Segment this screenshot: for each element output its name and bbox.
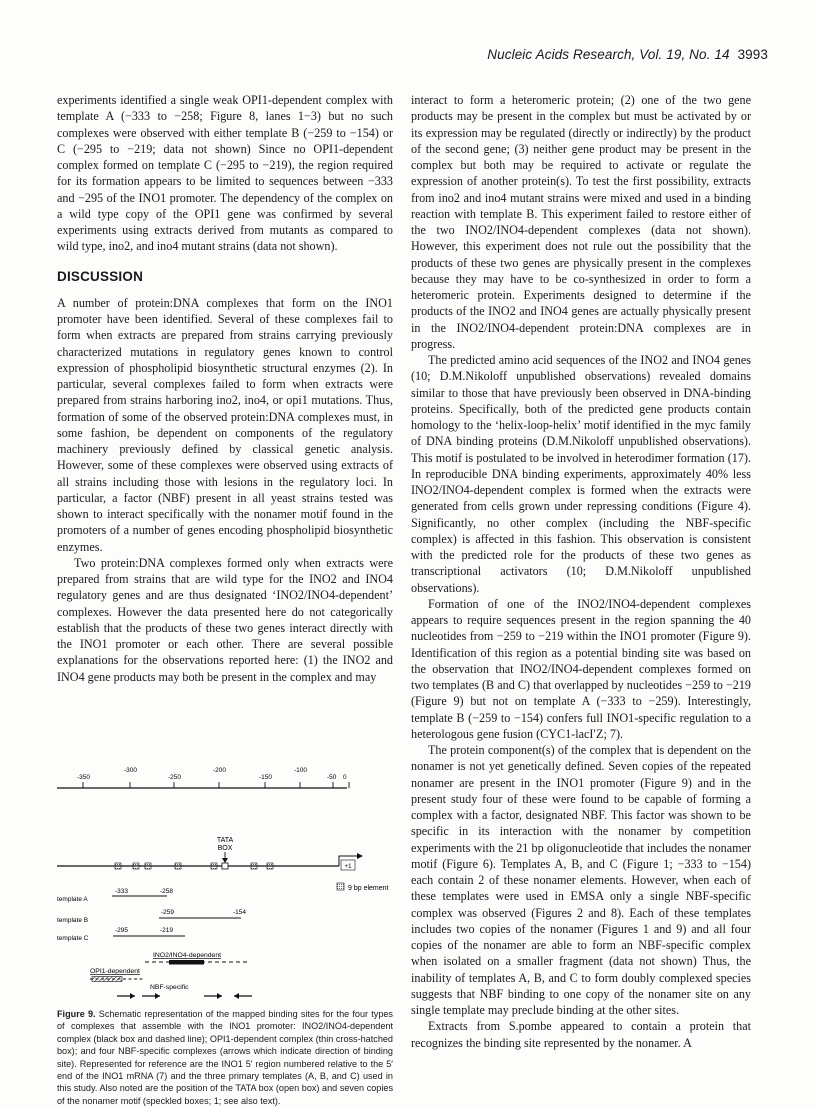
caption-title: Figure 9.: [57, 1009, 96, 1019]
right-column: [411, 92, 751, 1051]
paragraph: A number of protein:DNA complexes that form on the INO1 promoter have been identified. Several of these complexes fail to form when extracts are prepared from strains carrying previously characterized mutations in regulatory genes known to control expression of phospholipid biosynthetic structural enzymes (2). In particular, several complexes failed to form when extracts were prepared from strains harboring ino2, ino4, or opi1 mutations. Thus, formation of some of the observed protein:DNA complexes must, in some fashion, be dependent on components of the regulatory machinery previously defined by classical genetic analysis. However, some of these complexes were observed using extracts of all strains including those with lesions in the regulatory loci. In particular, a factor (NBF) present in all yeast strains tested was shown to interact specifically with the nonamer motif found in the promoters of a number of genes encoding phospholipid biosynthetic enzymes.: [57, 295, 393, 554]
box-label: BOX: [217, 845, 233, 852]
nonamer-box: [133, 863, 139, 869]
ino2-ino4-complex: [145, 952, 247, 965]
nonamer-box: [211, 863, 217, 869]
template-label: template B: [57, 917, 89, 924]
nonamer-box: [145, 863, 151, 869]
tata-box: [222, 863, 228, 869]
nbf-arrowhead: [155, 993, 160, 999]
nbf-arrowhead: [217, 993, 222, 999]
paragraph: The predicted amino acid sequences of the INO2 and INO4 genes (10; D.M.Nikoloff unpublished observations) revealed domains similar to those that have previously been observed in DNA-binding proteins. Specifically, both of the predicted gene products contain homology to the ‘helix-loop-helix’ motif identified in the myc family of DNA binding proteins (D.M.Nikoloff unpublished observations). This motif is postulated to be involved in heterodimer formation (17). In reproducible DNA binding experiments, approximately 40% less INO2/INO4-dependent complex is formed when the extracts were generated from cells grown under repressing conditions (Figure 4). Significantly, no other complex (including the NBF-specific complex) is affected in this fashion. This observation is consistent with the predicted role for the products of these two genes as transcriptional activators (10; D.M.Nikoloff unpublished observations).: [411, 353, 751, 595]
svg-text:OPI1-dependent: OPI1-dependent: [90, 968, 140, 975]
nbf-arrowhead: [130, 993, 135, 999]
journal-citation: Nucleic Acids Research, Vol. 19, No. 14: [487, 47, 730, 62]
tick-label: -300: [124, 767, 138, 774]
paragraph: The protein component(s) of the complex that is dependent on the nonamer is not yet genetically defined. Seven copies of the repeated nonamer are present in the INO1 promoter (Figure 9) and in the present study four of these were found to be capable of forming a complex with a factor, designated NBF. This factor was shown to be specific in its interaction with the nonamer by competition experiments with the 21 bp oligonucleotide that includes the nonamer motif (Figure 6). Templates A, B, and C (Figure 1; −333 to −154) each contain 2 of these nonamer elements. However, when each of these templates were used in EMSA only a single NBF-specific complex was observed (Figures 2 and 8). Each of these templates includes two copies of the nonamer (Figures 1 and 9) and all four copies of the nonamer are able to form an NBF-specific complex when isolated on a smaller fragment (data not shown) Thus, the inability of templates A, B, and C to form doubly complexed species suggests that NBF binding to one copy of the nonamer site on any single template may preclude binding at the other sites.: [411, 743, 751, 1017]
paragraph: Extracts from S.pombe appeared to contain a protein that recognizes the binding site represented by the nonamer. A: [411, 1019, 751, 1050]
running-header: [468, 47, 768, 62]
svg-text:-295: -295: [115, 927, 129, 934]
tick-label: -100: [294, 767, 308, 774]
nbf-complexes: [117, 984, 252, 999]
svg-text:INO2/INO4-dependent: INO2/INO4-dependent: [153, 952, 222, 959]
tick-label: -250: [168, 774, 182, 781]
tick-label: -350: [77, 774, 91, 781]
legend-label: 9 bp element: [348, 885, 389, 892]
section-heading: DISCUSSION: [57, 268, 144, 284]
paragraph: Formation of one of the INO2/INO4-dependent complexes appears to require sequences present in the region spanning the 40 nucleotides from −259 to −219 within the INO1 promoter (Figure 9). Identification of this region as a potential binding site was based on the observation that INO2/INO4-dependent complexes formed on two templates (B and C) that overlapped by nucleotides −259 to −219 (Figure 9) but not on template A (−333 to −259). Interestingly, template B (−259 to −154) confers full INO1-specific regulation to a heterologous gene fusion (CYC1-lacI′Z; 7).: [411, 596, 751, 741]
nbf-arrowhead: [234, 993, 239, 999]
paragraph: interact to form a heteromeric protein; (2) one of the two gene products may be present in the complex but must be activated by or its expression may be regulated (directly or indirectly) by the product of the second gene; (3) neither gene product may be present in the complex but both may be required to activate or regulate the expression of another protein(s). To test the first possibility, extracts from ino2 and ino4 mutant strains were mixed and used in a binding reaction with template B. This experiment failed to restore either of the two INO2/INO4-dependent complexes (data not shown). However, this experiment does not rule out the possibility that the products of these two genes are physically present in the complexes because they may have to be co-synthesized in order to form a heteromeric protein. Experiments designed to determine if the products of the INO2 and INO4 genes are actually physically present in the INO2/INO4-dependent protein:DNA complexes are in progress.: [411, 93, 751, 351]
legend-box: [337, 883, 344, 890]
template-label: template C: [57, 935, 89, 942]
page-number: 3993: [737, 47, 768, 62]
svg-text:-333: -333: [115, 888, 129, 895]
tata-arrowhead: [222, 858, 228, 863]
left-column: [57, 92, 393, 685]
nonamer-box: [267, 863, 273, 869]
scale-ticks: [77, 767, 349, 788]
paragraph: experiments identified a single weak OPI1-dependent complex with template A (−333 to −258; Figure 8, lanes 1−3) but no such complexes were observed with either template B (−259 to −154) or C (−295 to −219; data not shown) Since no OPI1-dependent complex formed on template C (−295 to −219), the region required for its formation appears to be limited to sequences between −333 and −295 of the INO1 promoter. The dependency of the complex on a wild type copy of the OPI1 gene was confirmed by several experiments using extracts derived from mutants as compared to wild type, ino2, and ino4 mutant strains (data not shown).: [57, 93, 393, 254]
template-c: [57, 927, 185, 942]
nonamer-box: [115, 863, 121, 869]
figure-caption: [57, 1008, 393, 1107]
nonamer-box: [175, 863, 181, 869]
svg-text:-219: -219: [160, 927, 174, 934]
promoter-map: [57, 760, 393, 1005]
opi1-complex: [90, 968, 145, 982]
svg-text:-259: -259: [161, 909, 175, 916]
figure-9-diagram: [57, 760, 393, 1005]
paragraph: Two protein:DNA complexes formed only when extracts were prepared from strains that are wild type for the INO2 and INO4 regulatory genes and are thus designated ‘INO2/INO4-dependent’ complexes. However the data presented here do not categorically establish that the products of these two genes interact directly with the INO1 promoter or each other. There are several possible explanations for the observations reported here: (1) the INO2 and INO4 gene products may both be present in the complex and may: [57, 555, 393, 684]
nonamer-box: [251, 863, 257, 869]
tick-label: -200: [213, 767, 227, 774]
template-a: [57, 888, 173, 903]
tick-label: -150: [259, 774, 273, 781]
template-b: [57, 909, 246, 924]
svg-text:NBF-specific: NBF-specific: [150, 984, 189, 991]
svg-text:-258: -258: [160, 888, 174, 895]
caption-text: Schematic representation of the mapped binding sites for the four types of complexes that assemble with the INO1 promoter: INO2/INO4-dependent complex (black box and dashed line); OPI1-dependent complex (thin cross-hatched box); and four NBF-specific complexes (arrows which indicate direction of binding site). Represented for reference are the INO1 5′ region numbered relative to the 5′ end of the INO1 mRNA (7) and the three primary templates (A, B, and C) used in this study. Also noted are the position of the TATA box (open box) and seven copies of the nonamer motif (speckled boxes; 1; see also text).: [57, 1009, 393, 1106]
plus1-label: +1: [344, 864, 352, 870]
tick-label: 0: [343, 774, 347, 781]
tick-label: -50: [327, 774, 337, 781]
tata-label: TATA: [216, 837, 234, 844]
template-label: template A: [57, 896, 88, 903]
svg-text:-154: -154: [233, 909, 247, 916]
